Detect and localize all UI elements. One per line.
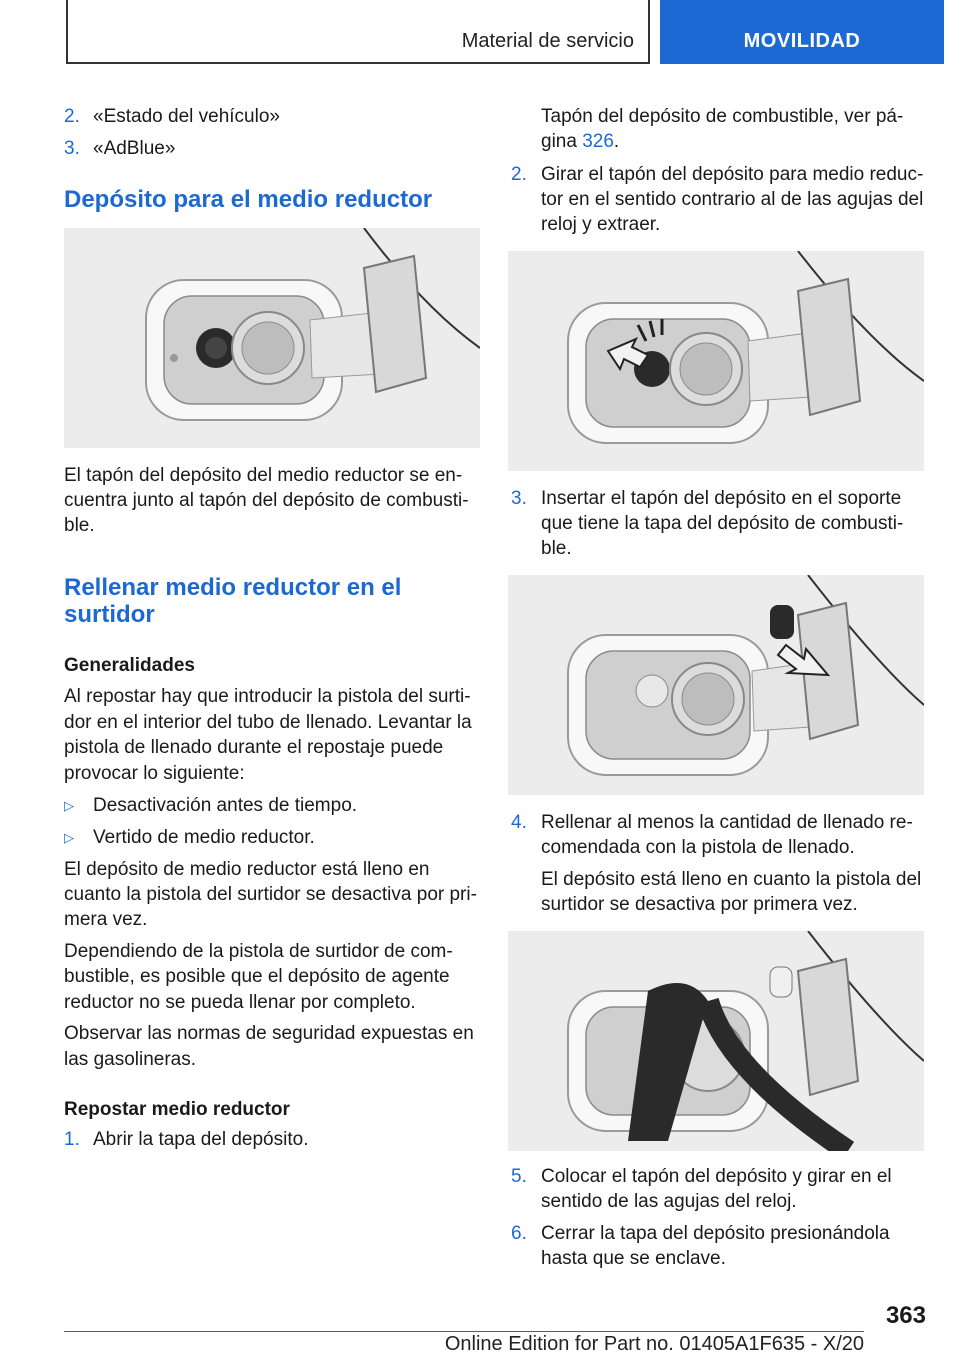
paragraph-line: ble. [64,515,95,536]
paragraph-line: Al repostar hay que introducir la pistola del surti- [64,686,471,707]
step-number: 5. [511,1166,527,1187]
step-note: El depósito está lleno en cuanto la pistola del [541,869,922,890]
step-text: reloj y extraer. [541,214,661,235]
list-number: 2. [64,106,80,127]
figure-remove-cap [508,251,924,471]
step-text: tor en el sentido contrario al de las agujas del [541,189,924,210]
paragraph-line: provocar lo siguiente: [64,763,245,784]
paragraph-line: reductor no se pueda llenar por completo. [64,992,416,1013]
step-text: Colocar el tapón del depósito y girar en el [541,1166,892,1187]
paragraph-line: las gasolineras. [64,1049,197,1070]
step-number: 3. [511,488,527,509]
heading-reductor-tank: Depósito para el medio reductor [64,186,433,213]
figure-reductor-tank [64,228,480,448]
step-text: comendada con la pistola de llenado. [541,837,855,858]
step-text: hasta que se enclave. [541,1248,726,1269]
paragraph-line: Observar las normas de seguridad expuestas en [64,1023,474,1044]
page-ref-suffix: . [613,131,620,152]
paragraph-line: mera vez. [64,909,148,930]
list-item-text: «AdBlue» [93,138,176,159]
header-section-title: Material de servicio [461,30,634,52]
paragraph-line: El tapón del depósito del medio reductor se en- [64,465,463,486]
header-chapter-title: MOVILIDAD [743,30,861,52]
step-number: 6. [511,1223,527,1244]
subheading-refuel-reductor: Repostar medio reductor [64,1099,290,1120]
step-number: 4. [511,812,527,833]
footer-edition: Online Edition for Part no. 01405A1F635 - X/20 [444,1333,864,1355]
step-text: Abrir la tapa del depósito. [93,1129,309,1150]
footer-divider [64,1331,864,1332]
paragraph-line: dor en el interior del tubo de llenado. Levantar la [64,712,472,733]
paragraph-line: bustible, es posible que el depósito de agente [64,966,450,987]
step-number: 2. [511,164,527,185]
heading-refill-line1: Rellenar medio reductor en el [64,574,402,601]
bullet-item: Desactivación antes de tiempo. [93,795,358,816]
paragraph-line: Tapón del depósito de combustible, ver pá- [541,106,904,127]
subheading-generalidades: Generalidades [64,655,195,676]
step-text: ble. [541,538,572,559]
list-item-text: «Estado del vehículo» [93,106,280,127]
step-text: sentido de las agujas del reloj. [541,1191,797,1212]
heading-refill-line2: surtidor [64,601,155,628]
paragraph-line: pistola de llenado durante el repostaje puede [64,737,444,758]
figure-fill-nozzle [508,931,924,1151]
header-section-box [66,0,650,64]
header-chapter-tab[interactable] [660,0,944,64]
bullet-triangle-icon: ▷ [64,798,74,813]
paragraph-line: cuanto la pistola del surtidor se desactiva por pri- [64,884,477,905]
step-note: surtidor se desactiva por primera vez. [541,894,858,915]
step-text: que tiene la tapa del depósito de combusti- [541,513,904,534]
paragraph-line: cuentra junto al tapón del depósito de combusti- [64,490,469,511]
paragraph-line: Dependiendo de la pistola de surtidor de com- [64,941,453,962]
bullet-item: Vertido de medio reductor. [93,827,315,848]
step-number: 1. [64,1129,80,1150]
figure-insert-cap-holder [508,575,924,795]
page-ref-prefix: gina [541,131,583,152]
page-reference-link[interactable]: 326 [582,131,614,152]
paragraph-line [541,129,619,155]
step-text: Cerrar la tapa del depósito presionándola [541,1223,890,1244]
list-number: 3. [64,138,80,159]
step-text: Insertar el tapón del depósito en el soporte [541,488,902,509]
page-number: 363 [885,1302,926,1329]
step-text: Girar el tapón del depósito para medio reduc- [541,164,924,185]
bullet-triangle-icon: ▷ [64,830,74,845]
paragraph-line: El depósito de medio reductor está lleno en [64,859,430,880]
step-text: Rellenar al menos la cantidad de llenado re- [541,812,913,833]
